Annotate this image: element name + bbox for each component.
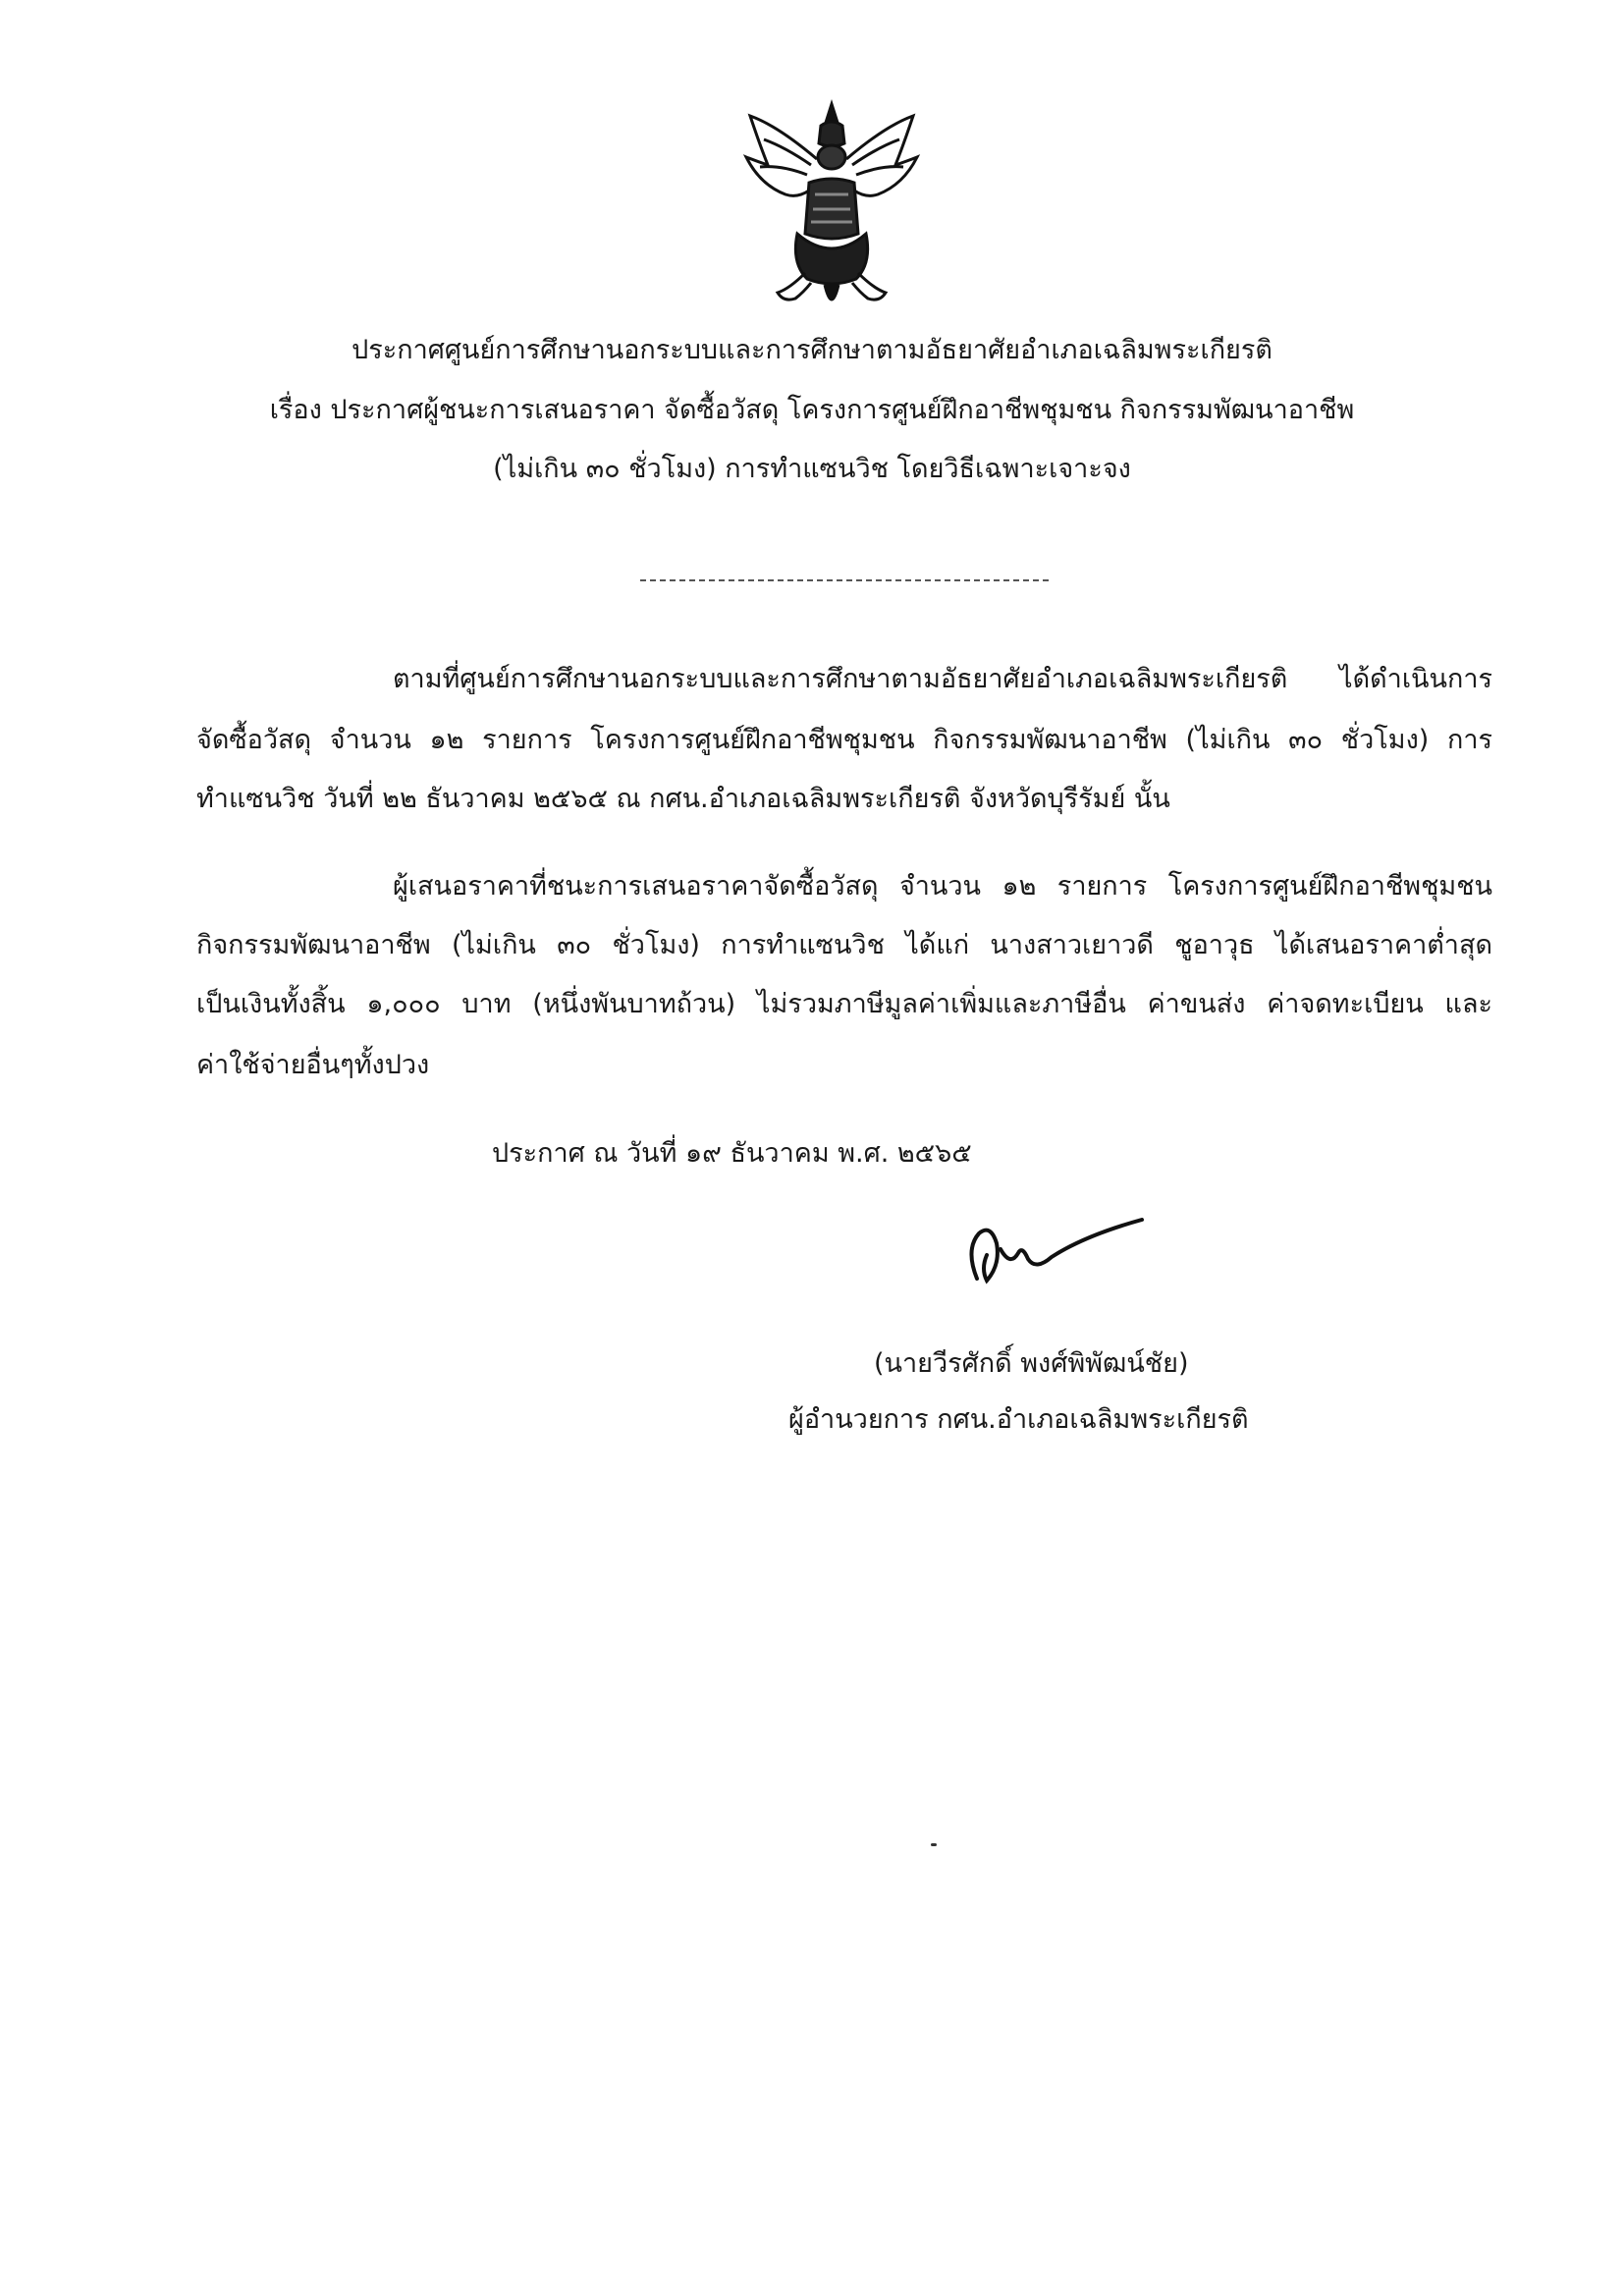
announcement-subject: เรื่อง ประกาศผู้ชนะการเสนอราคา จัดซื้อวัสดุ โครงการศูนย์ฝึกอาชีพชุมชน กิจกรรมพัฒนาอาชีพ xyxy=(269,395,1355,425)
paragraph-2-line-2: กิจกรรมพัฒนาอาชีพ (ไม่เกิน ๓๐ ชั่วโมง) การทำแซนวิช ได้แก่ นางสาวเยาวดี ชูอาวุธ ได้เสนอราคาต่ำสุด xyxy=(196,930,1492,960)
paragraph-2-line-4: ค่าใช้จ่ายอื่นๆทั้งปวง xyxy=(196,1050,430,1080)
announcement-title: ประกาศศูนย์การศึกษานอกระบบและการศึกษาตามอัธยาศัยอำเภอเฉลิมพระเกียรติ xyxy=(352,335,1272,365)
handwritten-signature xyxy=(957,1210,1154,1298)
title-divider xyxy=(640,579,1049,581)
garuda-emblem-icon xyxy=(738,96,925,318)
signer-title: ผู้อำนวยการ กศน.อำเภอเฉลิมพระเกียรติ xyxy=(788,1404,1249,1435)
paragraph-2-line-1: ผู้เสนอราคาที่ชนะการเสนอราคาจัดซื้อวัสดุ จำนวน ๑๒ รายการ โครงการศูนย์ฝึกอาชีพชุมชน xyxy=(393,871,1492,902)
announcement-date: ประกาศ ณ วันที่ ๑๙ ธันวาคม พ.ศ. ๒๕๖๕ xyxy=(492,1138,972,1169)
announcement-subject-cont: (ไม่เกิน ๓๐ ชั่วโมง) การทำแซนวิช โดยวิธีเฉพาะเจาะจง xyxy=(493,454,1131,484)
scan-speck xyxy=(931,1843,937,1846)
paragraph-1-line-3: ทำแซนวิช วันที่ ๒๒ ธันวาคม ๒๕๖๕ ณ กศน.อำเภอเฉลิมพระเกียรติ จังหวัดบุรีรัมย์ นั้น xyxy=(196,784,1170,814)
paragraph-1-line-1: ตามที่ศูนย์การศึกษานอกระบบและการศึกษาตามอัธยาศัยอำเภอเฉลิมพระเกียรติ ได้ดำเนินการ xyxy=(393,664,1492,694)
paragraph-1-line-2: จัดซื้อวัสดุ จำนวน ๑๒ รายการ โครงการศูนย์ฝึกอาชีพชุมชน กิจกรรมพัฒนาอาชีพ (ไม่เกิน ๓๐ ชั่วโมง) การ xyxy=(196,725,1492,755)
signer-name: (นายวีรศักดิ์ พงศ์พิพัฒน์ชัย) xyxy=(874,1348,1189,1379)
paragraph-2-line-3: เป็นเงินทั้งสิ้น ๑,๐๐๐ บาท (หนึ่งพันบาทถ้วน) ไม่รวมภาษีมูลค่าเพิ่มและภาษีอื่น ค่าขนส่ง ค่าจดทะเบียน และ xyxy=(196,989,1492,1019)
